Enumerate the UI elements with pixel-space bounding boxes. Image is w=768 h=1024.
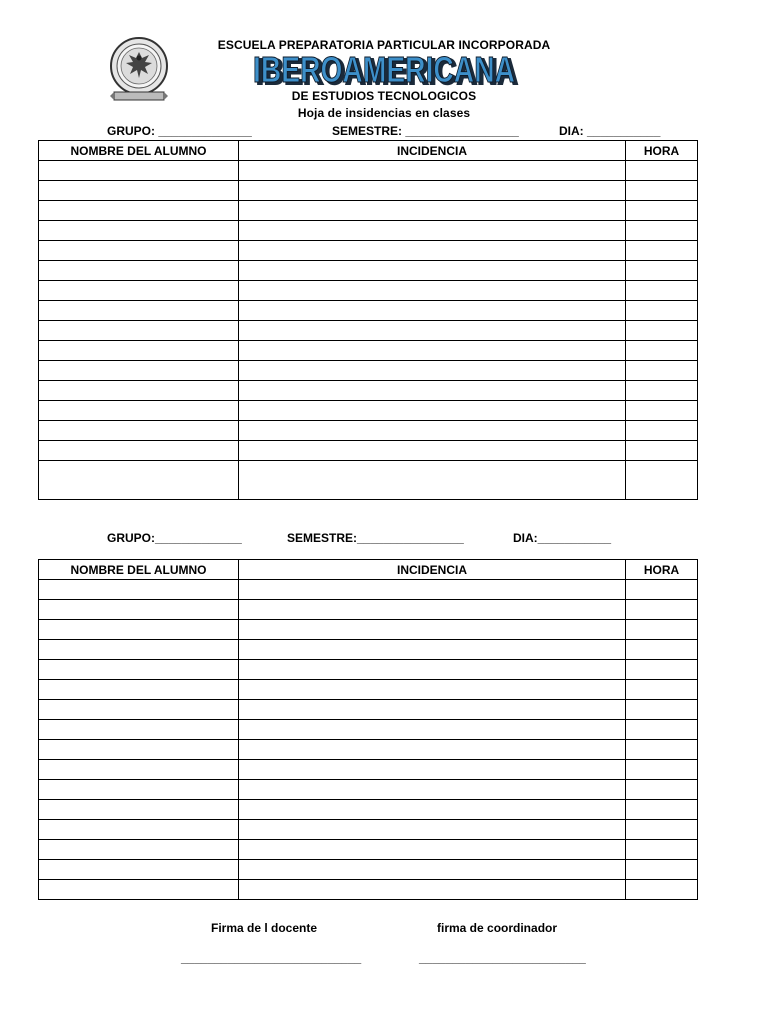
table-row xyxy=(39,181,698,201)
name-cell[interactable] xyxy=(39,341,239,361)
incidence-cell[interactable] xyxy=(239,860,626,880)
name-cell[interactable] xyxy=(39,441,239,461)
hour-cell[interactable] xyxy=(626,620,698,640)
docente-signature-label: Firma de l docente xyxy=(211,921,318,935)
semestre-field[interactable]: SEMESTRE: _________________ xyxy=(332,124,519,138)
hour-cell[interactable] xyxy=(626,281,698,301)
table-row xyxy=(39,740,698,760)
incidence-cell[interactable] xyxy=(239,361,626,381)
table-row xyxy=(39,321,698,341)
table-row xyxy=(39,161,698,181)
hour-cell[interactable] xyxy=(626,640,698,660)
incidence-cell[interactable] xyxy=(239,381,626,401)
table-row xyxy=(39,800,698,820)
table-header-row xyxy=(39,141,698,161)
name-cell[interactable] xyxy=(39,301,239,321)
incident-table-2 xyxy=(38,559,698,900)
hour-cell[interactable] xyxy=(626,780,698,800)
semestre-field-2[interactable]: SEMESTRE:________________ xyxy=(287,531,464,545)
name-cell[interactable] xyxy=(39,241,239,261)
brand-text: IBEROAMERICANA xyxy=(253,52,515,90)
column-header-hora: HORA xyxy=(626,141,698,161)
table-header-row xyxy=(39,560,698,580)
hour-cell[interactable] xyxy=(626,361,698,381)
hour-cell[interactable] xyxy=(626,580,698,600)
table-row xyxy=(39,461,698,500)
name-cell[interactable] xyxy=(39,281,239,301)
hour-cell[interactable] xyxy=(626,680,698,700)
incidence-cell[interactable] xyxy=(239,241,626,261)
hour-cell[interactable] xyxy=(626,241,698,261)
name-cell[interactable] xyxy=(39,820,239,840)
hour-cell[interactable] xyxy=(626,301,698,321)
incidence-cell[interactable] xyxy=(239,580,626,600)
hour-cell[interactable] xyxy=(626,740,698,760)
hour-cell[interactable] xyxy=(626,600,698,620)
docente-signature-line[interactable]: ___________________________ xyxy=(181,951,362,965)
column-header-hora: HORA xyxy=(626,560,698,580)
hour-cell[interactable] xyxy=(626,760,698,780)
name-cell[interactable] xyxy=(39,720,239,740)
hour-cell[interactable] xyxy=(626,441,698,461)
hour-cell[interactable] xyxy=(626,201,698,221)
incidence-cell[interactable] xyxy=(239,221,626,241)
incidence-cell[interactable] xyxy=(239,201,626,221)
table-row xyxy=(39,221,698,241)
hour-cell[interactable] xyxy=(626,800,698,820)
table-row xyxy=(39,760,698,780)
table-row xyxy=(39,361,698,381)
incidence-cell[interactable] xyxy=(239,880,626,900)
table-row xyxy=(39,201,698,221)
school-name: ESCUELA PREPARATORIA PARTICULAR INCORPORADA xyxy=(217,38,551,52)
hour-cell[interactable] xyxy=(626,321,698,341)
hour-cell[interactable] xyxy=(626,660,698,680)
name-cell[interactable] xyxy=(39,421,239,441)
hour-cell[interactable] xyxy=(626,820,698,840)
incidence-cell[interactable] xyxy=(239,321,626,341)
incidence-cell[interactable] xyxy=(239,421,626,441)
table-row xyxy=(39,700,698,720)
incidence-cell[interactable] xyxy=(239,660,626,680)
column-header-incidencia: INCIDENCIA xyxy=(239,141,626,161)
incidence-cell[interactable] xyxy=(239,620,626,640)
table-row xyxy=(39,441,698,461)
incidence-cell[interactable] xyxy=(239,441,626,461)
incidence-cell[interactable] xyxy=(239,800,626,820)
hour-cell[interactable] xyxy=(626,421,698,441)
name-cell[interactable] xyxy=(39,181,239,201)
incidence-cell[interactable] xyxy=(239,600,626,620)
name-cell[interactable] xyxy=(39,221,239,241)
incidence-cell[interactable] xyxy=(239,680,626,700)
column-header-incidencia: INCIDENCIA xyxy=(239,560,626,580)
incidence-cell[interactable] xyxy=(239,181,626,201)
incidence-cell[interactable] xyxy=(239,740,626,760)
name-cell[interactable] xyxy=(39,201,239,221)
incidence-cell[interactable] xyxy=(239,341,626,361)
incidence-cell[interactable] xyxy=(239,261,626,281)
incident-table-1 xyxy=(38,140,698,500)
name-cell[interactable] xyxy=(39,740,239,760)
hour-cell[interactable] xyxy=(626,401,698,421)
incidence-cell[interactable] xyxy=(239,820,626,840)
brand-logo xyxy=(248,52,520,90)
name-cell[interactable] xyxy=(39,660,239,680)
name-cell[interactable] xyxy=(39,381,239,401)
hour-cell[interactable] xyxy=(626,840,698,860)
table-row xyxy=(39,580,698,600)
name-cell[interactable] xyxy=(39,700,239,720)
hour-cell[interactable] xyxy=(626,181,698,201)
table-row xyxy=(39,660,698,680)
grupo-field[interactable]: GRUPO: ______________ xyxy=(107,124,252,138)
name-cell[interactable] xyxy=(39,401,239,421)
incidence-cell[interactable] xyxy=(239,720,626,740)
table-row xyxy=(39,640,698,660)
hour-cell[interactable] xyxy=(626,261,698,281)
hour-cell[interactable] xyxy=(626,860,698,880)
name-cell[interactable] xyxy=(39,800,239,820)
incidence-cell[interactable] xyxy=(239,760,626,780)
hour-cell[interactable] xyxy=(626,161,698,181)
name-cell[interactable] xyxy=(39,461,239,500)
name-cell[interactable] xyxy=(39,600,239,620)
incidence-cell[interactable] xyxy=(239,640,626,660)
table-row xyxy=(39,281,698,301)
school-subtitle: DE ESTUDIOS TECNOLOGICOS xyxy=(291,89,477,103)
table-row xyxy=(39,381,698,401)
table-row xyxy=(39,301,698,321)
table-row xyxy=(39,840,698,860)
name-cell[interactable] xyxy=(39,580,239,600)
hour-cell[interactable] xyxy=(626,461,698,500)
table-row xyxy=(39,341,698,361)
table-row xyxy=(39,241,698,261)
hour-cell[interactable] xyxy=(626,880,698,900)
table-row xyxy=(39,421,698,441)
hour-cell[interactable] xyxy=(626,700,698,720)
table-row xyxy=(39,680,698,700)
incidence-cell[interactable] xyxy=(239,840,626,860)
name-cell[interactable] xyxy=(39,860,239,880)
name-cell[interactable] xyxy=(39,880,239,900)
name-cell[interactable] xyxy=(39,361,239,381)
coordinador-signature-line[interactable]: _________________________ xyxy=(419,951,586,965)
name-cell[interactable] xyxy=(39,760,239,780)
incidence-cell[interactable] xyxy=(239,281,626,301)
name-cell[interactable] xyxy=(39,680,239,700)
table-row xyxy=(39,401,698,421)
grupo-field-2[interactable]: GRUPO:_____________ xyxy=(107,531,242,545)
incidence-cell[interactable] xyxy=(239,161,626,181)
hour-cell[interactable] xyxy=(626,381,698,401)
coordinador-signature-label: firma de coordinador xyxy=(437,921,558,935)
name-cell[interactable] xyxy=(39,321,239,341)
incidence-cell[interactable] xyxy=(239,401,626,421)
dia-field-2[interactable]: DIA:___________ xyxy=(513,531,612,545)
name-cell[interactable] xyxy=(39,261,239,281)
incidence-cell[interactable] xyxy=(239,700,626,720)
incidence-cell[interactable] xyxy=(239,461,626,500)
hour-cell[interactable] xyxy=(626,341,698,361)
table-row xyxy=(39,820,698,840)
table-row xyxy=(39,720,698,740)
table-row xyxy=(39,860,698,880)
column-header-nombre: NOMBRE DEL ALUMNO xyxy=(39,141,239,161)
name-cell[interactable] xyxy=(39,640,239,660)
column-header-nombre: NOMBRE DEL ALUMNO xyxy=(39,560,239,580)
dia-field[interactable]: DIA: ___________ xyxy=(559,124,661,138)
brand-shadow: IBEROAMERICANA xyxy=(256,52,518,90)
document-title: Hoja de insidencias en clases xyxy=(297,106,471,120)
table-row xyxy=(39,880,698,900)
table-row xyxy=(39,780,698,800)
name-cell[interactable] xyxy=(39,780,239,800)
name-cell[interactable] xyxy=(39,840,239,860)
hour-cell[interactable] xyxy=(626,720,698,740)
incidence-cell[interactable] xyxy=(239,301,626,321)
name-cell[interactable] xyxy=(39,620,239,640)
incidence-cell[interactable] xyxy=(239,780,626,800)
name-cell[interactable] xyxy=(39,161,239,181)
table-row xyxy=(39,620,698,640)
table-row xyxy=(39,261,698,281)
table-row xyxy=(39,600,698,620)
hour-cell[interactable] xyxy=(626,221,698,241)
